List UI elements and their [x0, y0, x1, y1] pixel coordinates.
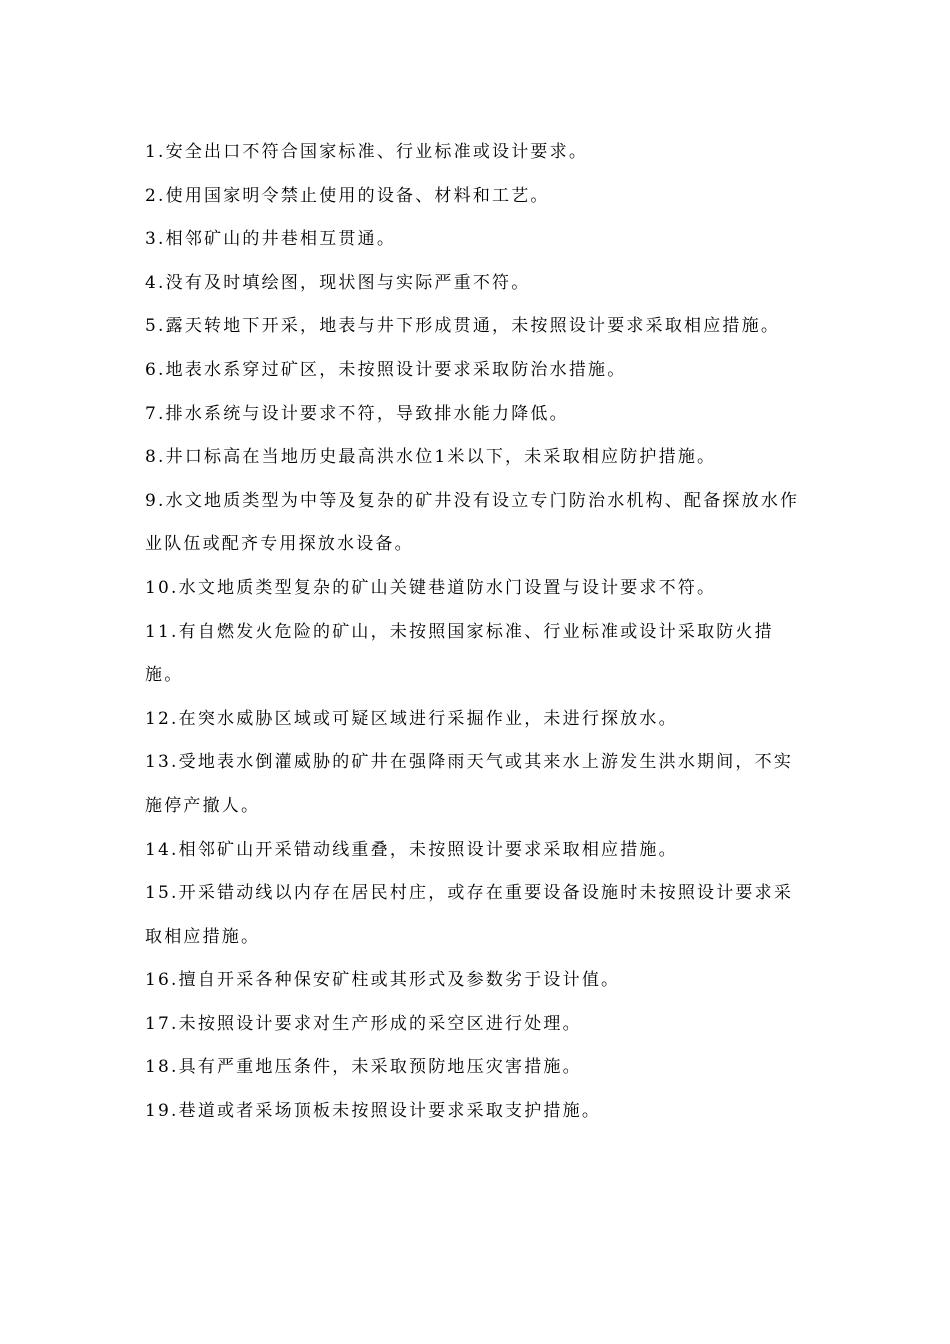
list-item: 11.有自燃发火危险的矿山，未按照国家标准、行业标准或设计采取防火措施。 [145, 621, 774, 686]
list-item: 13.受地表水倒灌威胁的矿井在强降雨天气或其来水上游发生洪水期间，不实施停产撤人。 [145, 752, 794, 816]
list-item: 3.相邻矿山的井巷相互贯通。 [145, 229, 397, 250]
list-item: 4.没有及时填绘图，现状图与实际严重不符。 [145, 272, 531, 293]
list-item: 19.巷道或者采场顶板未按照设计要求采取支护措施。 [145, 1101, 602, 1122]
list-item: 12.在突水威胁区域或可疑区域进行采掘作业，未进行探放水。 [145, 708, 678, 729]
list-item: 17.未按照设计要求对生产形成的采空区进行处理。 [145, 1013, 582, 1034]
list-item: 6.地表水系穿过矿区，未按照设计要求采取防治水措施。 [145, 359, 627, 380]
list-item: 8.井口标高在当地历史最高洪水位1米以下，未采取相应防护措施。 [145, 447, 717, 468]
violation-list [145, 131, 805, 1134]
list-item: 10.水文地质类型复杂的矿山关键巷道防水门设置与设计要求不符。 [145, 577, 717, 598]
list-item: 7.排水系统与设计要求不符，导致排水能力降低。 [145, 403, 569, 424]
list-item: 1.安全出口不符合国家标准、行业标准或设计要求。 [145, 142, 589, 162]
list-item: 15.开采错动线以内存在居民村庄，或存在重要设备设施时未按照设计要求采取相应措施。 [145, 883, 794, 947]
list-item: 2.使用国家明令禁止使用的设备、材料和工艺。 [145, 185, 550, 206]
list-item: 14.相邻矿山开采错动线重叠，未按照设计要求采取相应措施。 [145, 839, 678, 860]
list-item: 18.具有严重地压条件，未采取预防地压灾害措施。 [145, 1057, 582, 1078]
list-item: 5.露天转地下开采，地表与井下形成贯通，未按照设计要求采取相应措施。 [145, 316, 781, 337]
list-item: 16.擅自开采各种保安矿柱或其形式及参数劣于设计值。 [145, 970, 621, 991]
list-item: 9.水文地质类型为中等及复杂的矿井没有设立专门防治水机构、配备探放水作业队伍或配齐专用探放水设备。 [145, 490, 800, 555]
